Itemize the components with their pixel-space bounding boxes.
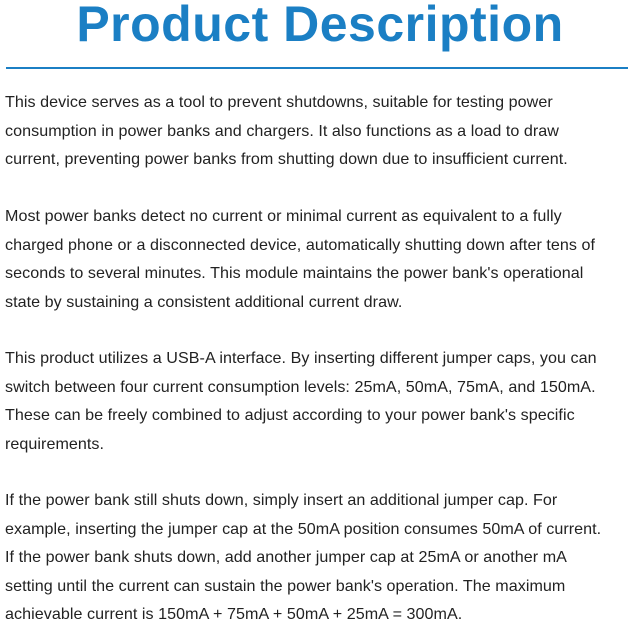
paragraph-power-bank-behavior: Most power banks detect no current or minimal current as equivalent to a fully charged phone or a disconnected device, automatically shutting down after tens of seconds to several minutes. This module maintains the power bank's operational state by sustaining a consistent additional current draw. [5, 207, 596, 311]
paragraph-usage-example: If the power bank still shuts down, simply insert an additional jumper cap. For example, inserting the jumper cap at the 50mA position consumes 50mA of current. If the power bank shuts down, add another jumper cap at 25mA or another mA setting until the current can sustain the power bank's operation. The maximum achievable current is 150mA + 75mA + 50mA + 25mA = 300mA. [5, 491, 602, 623]
title-divider [6, 67, 628, 69]
page-title: Product Description [76, 0, 564, 52]
paragraph-purpose: This device serves as a tool to prevent shutdowns, suitable for testing power consumption in power banks and chargers. It also functions as a load to draw current, preventing power banks from shutting down due to insufficient current. [5, 93, 568, 168]
paragraph-interface-levels: This product utilizes a USB-A interface. By inserting different jumper caps, you can switch between four current consumption levels: 25mA, 50mA, 75mA, and 150mA. These can be freely combined to adjust according to your power bank's specific requirements. [5, 349, 597, 453]
